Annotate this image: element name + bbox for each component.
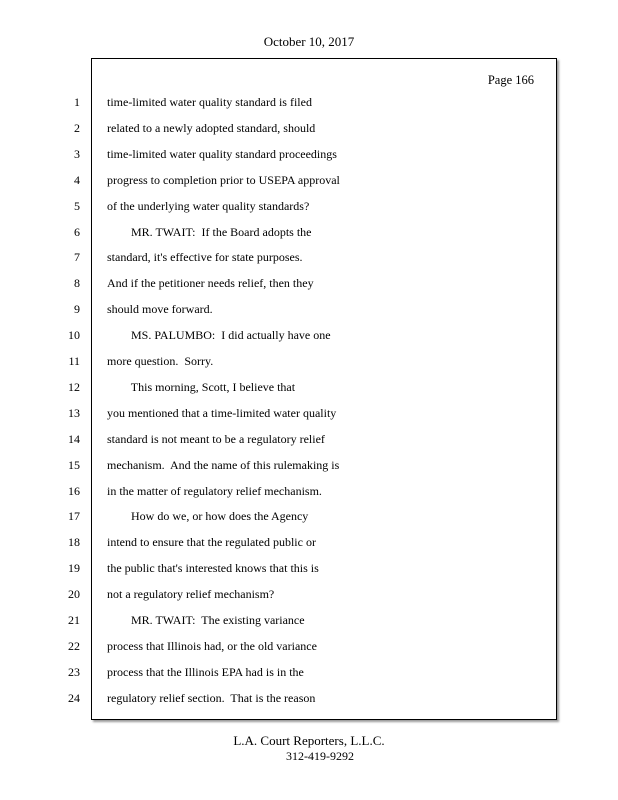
line-text: progress to completion prior to USEPA approval xyxy=(107,173,340,187)
line-text: the public that's interested knows that this is xyxy=(107,561,319,575)
line-number: 4 xyxy=(74,173,80,187)
line-text: related to a newly adopted standard, should xyxy=(107,121,316,135)
line-number: 12 xyxy=(68,380,80,394)
line-text: MR. TWAIT: If the Board adopts the xyxy=(107,225,312,239)
line-text: intend to ensure that the regulated public or xyxy=(107,535,316,549)
line-text: standard, it's effective for state purposes. xyxy=(107,250,303,264)
line-number: 14 xyxy=(68,432,80,446)
line-text: MS. PALUMBO: I did actually have one xyxy=(107,328,331,342)
line-number: 20 xyxy=(68,587,80,601)
line-number: 24 xyxy=(68,691,80,705)
line-text: mechanism. And the name of this rulemaking is xyxy=(107,458,340,472)
line-number: 5 xyxy=(74,199,80,213)
line-text: of the underlying water quality standards? xyxy=(107,199,310,213)
line-text: standard is not meant to be a regulatory relief xyxy=(107,432,325,446)
page-number: Page 166 xyxy=(487,73,534,87)
footer-company: L.A. Court Reporters, L.L.C. xyxy=(233,733,385,748)
line-number: 2 xyxy=(74,121,80,135)
line-number: 10 xyxy=(68,328,80,342)
line-number: 22 xyxy=(68,639,80,653)
line-number: 18 xyxy=(68,535,80,549)
line-number: 13 xyxy=(68,406,80,420)
line-number: 23 xyxy=(68,665,80,679)
line-number: 6 xyxy=(74,225,80,239)
line-text: And if the petitioner needs relief, then they xyxy=(107,276,314,290)
line-number: 11 xyxy=(68,354,80,368)
line-text: time-limited water quality standard proceedings xyxy=(107,147,337,161)
line-number: 9 xyxy=(74,302,80,316)
line-number: 3 xyxy=(74,147,80,161)
line-text: MR. TWAIT: The existing variance xyxy=(107,613,305,627)
line-text: regulatory relief section. That is the reason xyxy=(107,691,316,705)
line-text: How do we, or how does the Agency xyxy=(107,509,309,523)
line-text: process that Illinois had, or the old variance xyxy=(107,639,317,653)
header-date: October 10, 2017 xyxy=(263,34,355,49)
line-text: This morning, Scott, I believe that xyxy=(107,380,296,394)
line-number: 15 xyxy=(68,458,80,472)
line-number: 19 xyxy=(68,561,80,575)
line-text: should move forward. xyxy=(107,302,213,316)
line-number: 8 xyxy=(74,276,80,290)
line-text: time-limited water quality standard is filed xyxy=(107,95,312,109)
line-text: in the matter of regulatory relief mechanism. xyxy=(107,484,322,498)
line-number: 16 xyxy=(68,484,80,498)
line-text: process that the Illinois EPA had is in the xyxy=(107,665,304,679)
line-text: you mentioned that a time-limited water quality xyxy=(107,406,337,420)
line-text: more question. Sorry. xyxy=(107,354,214,368)
line-number: 21 xyxy=(68,613,80,627)
line-text: not a regulatory relief mechanism? xyxy=(107,587,275,601)
line-number: 1 xyxy=(74,95,80,109)
line-number: 17 xyxy=(68,509,80,523)
line-number: 7 xyxy=(74,250,80,264)
footer-phone: 312-419-9292 xyxy=(286,749,354,763)
